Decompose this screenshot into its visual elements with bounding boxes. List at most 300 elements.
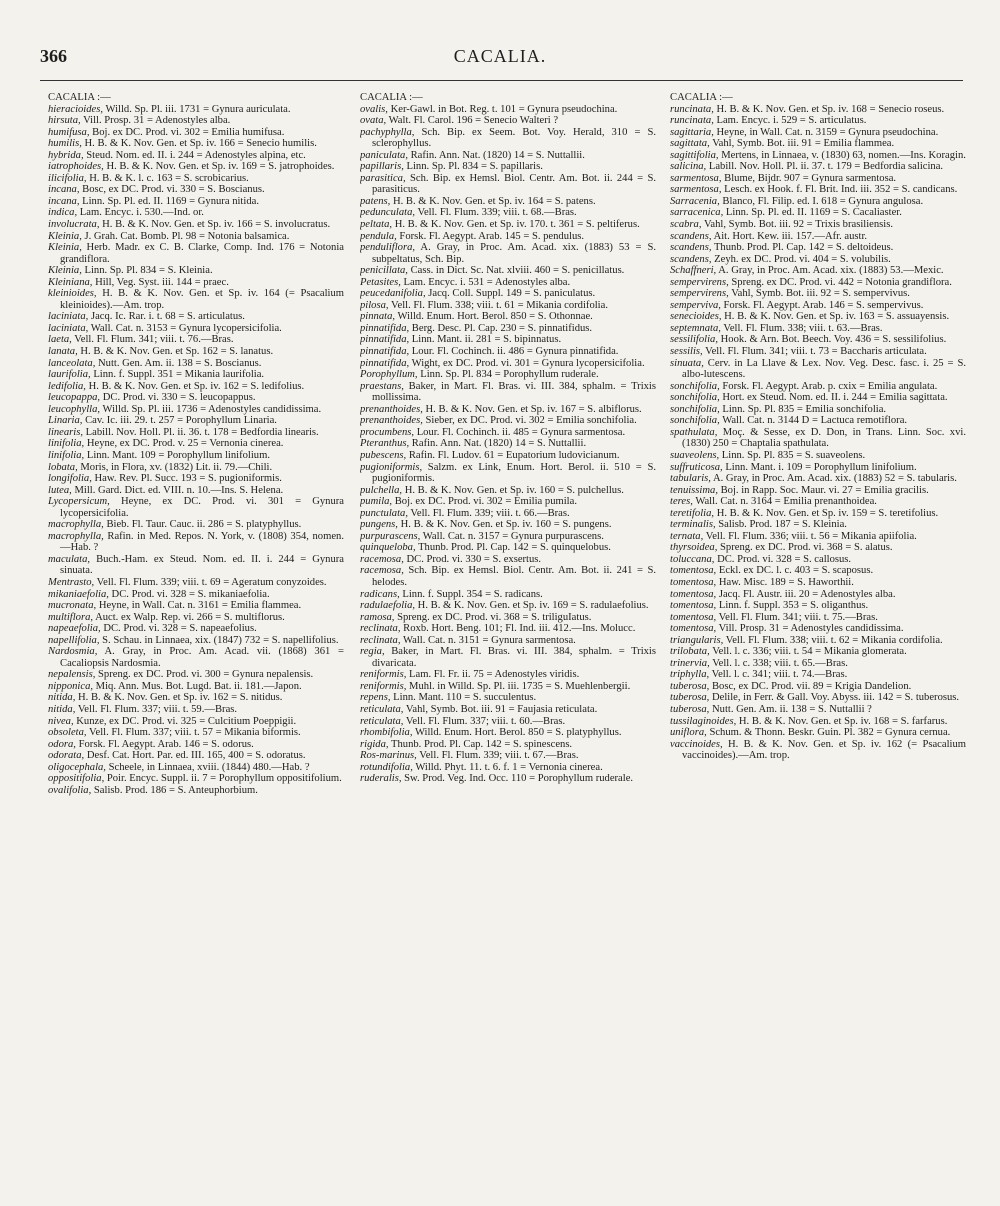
entry-citation: Moç. & Sesse, ex D. Don, in Trans. Linn. Soc. xvi. (1830) 250 = Chaptalia spathulata. (682, 426, 966, 450)
entry-species-name: sonchifolia, (670, 380, 720, 392)
column-right (670, 92, 966, 1198)
entry-species-name: laurifolia, (48, 369, 91, 381)
index-entry (670, 519, 966, 531)
entry-species-name: hieracioides, (48, 103, 104, 115)
entry-citation: DC. Prod. vi. 330 = S. exsertus. (403, 553, 542, 565)
entry-species-name: sempervirens, (670, 288, 729, 300)
entry-citation: Forsk. Fl. Aegypt. Arab. 146 = S. sempervivus. (720, 299, 924, 311)
entry-species-name: leucophylla, (48, 403, 101, 415)
entry-citation: H. B. & K. Nov. Gen. et Sp. iv. 169 = S. radulaefolius. (415, 600, 649, 612)
entry-citation: Moris, in Flora, xv. (1832) Lit. ii. 79.—Chili. (77, 461, 273, 473)
entry-citation: Rafin. in Med. Repos. N. York, v. (1808) 354, nomen.—Hab. ? (60, 530, 344, 554)
entry-species-name: macrophylla, (48, 519, 104, 531)
entry-citation: Vell. Fl. Flum. 337; viii. t. 57 = Mikania biformis. (86, 727, 301, 739)
entry-species-name: sagittaria, (670, 126, 714, 138)
index-entry (670, 300, 966, 312)
index-entry (670, 554, 966, 566)
entry-species-name: multiflora, (48, 611, 94, 623)
index-entry (670, 358, 966, 381)
entry-species-name: thyrsoidea, (670, 542, 718, 554)
index-entry (48, 231, 344, 243)
entry-species-name: mikaniaefolia, (48, 588, 109, 600)
entry-citation: Forsk. Fl. Aegypt. Arab. 146 = S. odorus. (75, 738, 254, 750)
entry-species-name: reniformis, (360, 680, 407, 692)
entry-species-name: tussilaginoides, (670, 715, 737, 727)
entry-species-name: hybrida, (48, 149, 84, 161)
entry-species-name: runcinata, (670, 103, 714, 115)
entry-citation: Baker, in Mart. Fl. Bras. vi. III. 384, sphalm. = Trixis divaricata. (372, 646, 656, 669)
entry-citation: Wall. Cat. n. 3144 D = Lactuca remotiflora. (719, 415, 908, 427)
entry-citation: Buch.-Ham. ex Steud. Nom. ed. II. i. 244 = Gynura sinuata. (60, 553, 344, 577)
entry-species-name: macrophylla, (48, 530, 104, 542)
entry-species-name: Pteranthus, (360, 438, 410, 450)
entry-species-name: nipponica, (48, 680, 94, 692)
entry-citation: Lam. Fl. Fr. ii. 75 = Adenostyles viridis. (406, 669, 580, 681)
entry-citation: Linn. f. Suppl. 351 = Mikania laurifolia. (90, 369, 265, 381)
entry-species-name: leucopappa, (48, 392, 101, 404)
index-entry (360, 358, 656, 370)
entry-species-name: Kleinia, (48, 230, 82, 242)
entry-species-name: sessilis, (670, 346, 703, 358)
index-entry (360, 542, 656, 554)
index-entry (360, 750, 656, 762)
index-entry (48, 115, 344, 127)
column-heading: CACALIA :— (360, 92, 423, 103)
entry-citation: Lesch. ex Hook. f. Fl. Brit. Ind. iii. 352 = S. candicans. (721, 184, 958, 196)
entry-species-name: ternata, (670, 530, 704, 542)
entry-species-name: mucronata, (48, 600, 97, 612)
entry-species-name: salicina, (670, 161, 707, 173)
index-entry (360, 346, 656, 358)
entry-citation: Heyne, in Wall. Cat. n. 3161 = Emilia flammea. (96, 600, 302, 612)
entry-citation: Haw. Misc. 189 = S. Haworthii. (716, 576, 854, 588)
entry-citation: Wall. Cat. n. 3157 = Gynura purpurascens. (420, 530, 604, 542)
index-entry (670, 704, 966, 716)
entry-citation: Wight, ex DC. Prod. vi. 301 = Gynura lycopersicifolia. (409, 357, 645, 369)
index-entry (670, 184, 966, 196)
index-entry (670, 669, 966, 681)
entry-citation: Blanco, Fl. Filip. ed. I. 618 = Gynura angulosa. (719, 195, 924, 207)
index-entry (48, 415, 344, 427)
entry-citation: H. B. & K. Nov. Gen. et Sp. iv. 160 = S. pungens. (397, 519, 612, 531)
entry-species-name: pinnatifida, (360, 322, 410, 334)
entry-citation: Willd. Sp. Pl. iii. 1731 = Gynura auriculata. (103, 103, 291, 115)
index-entry (670, 565, 966, 577)
entry-species-name: Kleinia, (48, 265, 82, 277)
index-entry (360, 519, 656, 531)
index-entry (48, 635, 344, 647)
entry-species-name: sarmentosa, (670, 184, 722, 196)
entry-citation: Vell. l. c. 336; viii. t. 54 = Mikania glomerata. (709, 646, 907, 658)
index-entry (360, 173, 656, 196)
index-entry (670, 589, 966, 601)
entry-citation: Vell. Fl. Flum. 341; viii. t. 75.—Bras. (716, 611, 878, 623)
entry-species-name: trinervia, (670, 657, 710, 669)
entry-citation: Salisb. Prod. 187 = S. Kleinia. (715, 519, 847, 531)
entry-citation: H. B. & K. Nov. Gen. et Sp. iv. 170. t. 361 = S. peltiferus. (392, 219, 640, 231)
entry-species-name: Ros-marinus, (360, 750, 417, 762)
entry-citation: Vahl, Symb. Bot. iii. 91 = Emilia flammea. (709, 138, 895, 150)
entry-species-name: penduliflora, (360, 242, 416, 254)
index-entry (670, 462, 966, 474)
index-entry (360, 508, 656, 520)
entry-citation: J. Grah. Cat. Bomb. Pl. 98 = Notonia balsamica. (81, 230, 290, 242)
entry-citation: Wall. Cat. n. 3153 = Gynura lycopersicifolia. (88, 322, 282, 334)
entry-species-name: sonchifolia, (670, 415, 720, 427)
index-entry (360, 646, 656, 669)
entry-citation: Bosc, ex DC. Prod. vii. 89 = Krigia Dandelion. (709, 680, 912, 692)
entry-species-name: nitida, (48, 703, 76, 715)
entry-citation: Willd. Phyt. 11. t. 6. f. 1 = Vernonia cinerea. (412, 761, 603, 773)
index-entry (670, 692, 966, 704)
entry-species-name: prenanthoides, (360, 403, 423, 415)
index-entry (360, 496, 656, 508)
index-entry (48, 127, 344, 139)
entry-citation: H. B. & K. Nov. Gen. et Sp. iv. 168 = S. farfarus. (736, 715, 948, 727)
index-entry (670, 254, 966, 266)
entry-citation: Heyne, ex DC. Prod. v. 25 = Vernonia cinerea. (84, 438, 284, 450)
entry-species-name: scandens, (670, 242, 712, 254)
entry-species-name: scandens, (670, 230, 712, 242)
entry-citation: A. Gray, in Proc. Am. Acad. vii. (1868) 361 = Cacaliopsis Nardosmia. (60, 646, 344, 669)
entry-species-name: ledifolia, (48, 380, 86, 392)
entry-species-name: reticulata, (360, 715, 404, 727)
index-entry (360, 589, 656, 601)
index-entry (360, 242, 656, 265)
entry-citation: Rafin. Ann. Nat. (1820) 14 = S. Nuttallii. (407, 149, 585, 161)
entry-citation: H. B. & K. Nov. Gen. et Sp. iv. 159 = S. teretifolius. (714, 507, 939, 519)
entry-citation: Spreng. ex DC. Prod. vi. 368 = S. alatus. (717, 542, 893, 554)
index-entry (670, 138, 966, 150)
entry-species-name: penicillata, (360, 265, 408, 277)
index-entry (48, 277, 344, 289)
index-entry (670, 104, 966, 116)
entry-citation: Wall. Cat. n. 3151 = Gynura sarmentosa. (400, 634, 576, 646)
entry-citation: Muhl. in Willd. Sp. Pl. iii. 1735 = S. Muehlenbergii. (406, 680, 631, 692)
index-entry (670, 623, 966, 635)
index-entry (360, 485, 656, 497)
entry-species-name: repens, (360, 692, 391, 704)
entry-species-name: pugioniformis, (360, 461, 423, 473)
entry-species-name: Kleinia, (48, 242, 82, 254)
index-entry (360, 196, 656, 208)
index-entry (670, 496, 966, 508)
entry-citation: Thunb. Prod. Pl. Cap. 142 = S. spinescens. (388, 738, 573, 750)
entry-citation: DC. Prod. vi. 328 = S. mikaniaefolia. (108, 588, 270, 600)
index-entry (670, 577, 966, 589)
entry-citation: Roxb. Hort. Beng. 101; Fl. Ind. iii. 412.—Ins. Molucc. (400, 623, 636, 635)
entry-species-name: prenanthoides, (360, 415, 423, 427)
entry-citation: Linn. Mant. 109 = Porophyllum linifolium. (84, 449, 270, 461)
entry-citation: Vahl, Symb. Bot. iii. 92 = S. sempervivus. (728, 288, 910, 300)
index-entry (360, 692, 656, 704)
entry-species-name: triangularis, (670, 634, 724, 646)
entry-species-name: pinnata, (360, 311, 396, 323)
entry-citation: Willd. Enum. Hort. Berol. 850 = S. Othonnae. (395, 311, 593, 323)
index-entry (360, 450, 656, 462)
entry-species-name: sonchifolia, (670, 403, 720, 415)
entry-species-name: laciniata, (48, 322, 89, 334)
entry-citation: Jacq. Ic. Rar. i. t. 68 = S. articulatus. (88, 311, 245, 323)
entry-species-name: humilis, (48, 138, 82, 150)
entry-citation: Vell. Fl. Flum. 336; viii. t. 56 = Mikania apiifolia. (703, 530, 917, 542)
entry-citation: Vell. Fl. Flum. 341; viii. t. 73 = Baccharis articulata. (702, 346, 927, 358)
entry-species-name: suffruticosa, (670, 461, 723, 473)
entry-species-name: Mentrasto, (48, 576, 95, 588)
entry-species-name: tomentosa, (670, 565, 717, 577)
entry-species-name: paniculata, (360, 149, 408, 161)
entry-species-name: scabra, (670, 219, 702, 231)
entry-citation: Linn. Sp. Pl. 835 = S. suaveolens. (719, 449, 866, 461)
entry-citation: Blume, Bijdr. 907 = Gynura sarmentosa. (721, 172, 897, 184)
entry-citation: Rafin. Ann. Nat. (1820) 14 = S. Nuttallii. (409, 438, 587, 450)
entry-species-name: incana, (48, 184, 80, 196)
entry-citation: Vill. Prosp. 31 = Adenostyles candidissima. (716, 623, 904, 635)
entry-citation: Linn. Sp. Pl. 834 = Porophyllum ruderale. (417, 369, 599, 381)
index-entry (670, 161, 966, 173)
index-entry (670, 323, 966, 335)
entry-citation: Hook. & Arn. Bot. Beech. Voy. 436 = S. sessilifolius. (717, 334, 947, 346)
entry-citation: Linn. Sp. Pl. ed. II. 1169 = S. Cacaliaster. (723, 207, 902, 219)
index-entry (360, 554, 656, 566)
entry-citation: Vell. Fl. Flum. 338; viii. t. 63.—Bras. (720, 322, 883, 334)
entry-species-name: nepalensis, (48, 669, 96, 681)
index-entry (360, 739, 656, 751)
index-entry (670, 415, 966, 427)
index-entry (670, 450, 966, 462)
entry-species-name: septemnata, (670, 322, 721, 334)
entry-citation: Eckl. ex DC. l. c. 403 = S. scaposus. (716, 565, 874, 577)
entry-citation: H. B. & K. Nov. Gen. et Sp. iv. 160 = S. pulchellus. (402, 484, 624, 496)
entry-species-name: sinuata, (670, 357, 704, 369)
entry-citation: Ait. Hort. Kew. iii. 157.—Afr. austr. (711, 230, 868, 242)
entry-species-name: reclinata, (360, 634, 401, 646)
entry-citation: Mertens, in Linnaea, v. (1830) 63, nomen.—Ins. Koragin. (718, 149, 966, 161)
entry-citation: Zeyh. ex DC. Prod. vi. 404 = S. volubilis. (711, 253, 891, 265)
entry-citation: H. B. & K. Nov. Gen. et Sp. iv. 169 = S. jatrophoides. (103, 161, 335, 173)
entry-species-name: rhombifolia, (360, 727, 413, 739)
entry-species-name: tabularis, (670, 473, 711, 485)
index-entry (670, 173, 966, 185)
entry-species-name: napellifolia, (48, 634, 100, 646)
entry-citation: Sch. Bip. ex Seem. Bot. Voy. Herald, 310 = S. sclerophyllus. (372, 126, 656, 150)
index-entry (670, 727, 966, 739)
entry-citation: Linn. Mant. 110 = S. succulentus. (390, 692, 537, 704)
entry-species-name: patens, (360, 195, 391, 207)
index-entry (48, 219, 344, 231)
entry-citation: Baker, in Mart. Fl. Bras. vi. III. 384, sphalm. = Trixis mollissima. (372, 380, 656, 404)
entry-citation: Linn. Mant. ii. 281 = S. bipinnatus. (409, 334, 562, 346)
entry-citation: Salisb. Prod. 186 = S. Anteuphorbium. (91, 784, 258, 796)
entry-citation: H. B. & K. Nov. Gen. et Sp. iv. 163 = S. assuayensis. (721, 311, 950, 323)
index-entry (48, 750, 344, 762)
entry-citation: Heyne, in Wall. Cat. n. 3159 = Gynura pseudochina. (713, 126, 939, 138)
index-entry (360, 438, 656, 450)
entry-species-name: ovalis, (360, 103, 388, 115)
entry-citation: Vell. Fl. Flum. 339; viii. t. 69 = Ageratum conyzoides. (94, 576, 327, 588)
entry-citation: Spreng. ex DC. Prod. vi. 442 = Notonia grandiflora. (728, 276, 952, 288)
entry-citation: Linn. f. Suppl. 354 = S. radicans. (399, 588, 543, 600)
index-entry (48, 358, 344, 370)
entry-species-name: incana, (48, 195, 80, 207)
index-entry (48, 646, 344, 669)
index-entry (670, 346, 966, 358)
index-entry (48, 104, 344, 116)
index-entry (48, 681, 344, 693)
entry-citation: Vell. Fl. Flum. 338; viii. t. 62 = Mikania cordifolia. (723, 634, 943, 646)
entry-citation: Walt. Fl. Carol. 196 = Senecio Walteri ? (386, 115, 559, 127)
entry-species-name: tuberosa, (670, 680, 710, 692)
index-entry (670, 334, 966, 346)
index-entry (48, 716, 344, 728)
index-entry (670, 739, 966, 762)
entry-species-name: sagittifolia, (670, 149, 719, 161)
entry-citation: Lam. Encyc. i. 529 = S. articulatus. (713, 115, 867, 127)
entry-species-name: Sarracenia, (670, 195, 720, 207)
entry-citation: Linn. Sp. Pl. 835 = Emilia sonchifolia. (719, 403, 887, 415)
entry-citation: Linn. Sp. Pl. 834 = S. Kleinia. (81, 265, 213, 277)
entry-species-name: rotundifolia, (360, 761, 413, 773)
index-entry (360, 704, 656, 716)
entry-citation: Cass. in Dict. Sc. Nat. xlviii. 460 = S. penicillatus. (407, 265, 625, 277)
entry-species-name: linifolia, (48, 449, 85, 461)
entry-citation: Jacq. Coll. Suppl. 149 = S. paniculatus. (425, 288, 596, 300)
entry-citation: Miq. Ann. Mus. Bot. Lugd. Bat. ii. 181.—Japon. (93, 680, 302, 692)
entry-species-name: oligocephala, (48, 761, 106, 773)
entry-species-name: spathulata, (670, 426, 718, 438)
entry-species-name: laciniata, (48, 311, 89, 323)
index-entry (360, 104, 656, 116)
entry-citation: Boj. ex DC. Prod. vi. 302 = Emilia pumila. (392, 496, 577, 508)
entry-species-name: terminalis, (670, 519, 716, 531)
entry-species-name: lanceolata, (48, 357, 96, 369)
entry-species-name: purpurascens, (360, 530, 421, 542)
index-entry (670, 531, 966, 543)
entry-species-name: lutea, (48, 484, 72, 496)
entry-species-name: kleinioides, (48, 288, 97, 300)
entry-citation: H. B. & K. Nov. Gen. et Sp. 162 = S. lanatus. (77, 346, 274, 358)
entry-citation: Vahl, Symb. Bot. iii. 92 = Trixis brasiliensis. (701, 219, 893, 231)
index-entry (360, 612, 656, 624)
index-entry (360, 531, 656, 543)
entry-species-name: scandens, (670, 253, 712, 265)
entry-species-name: teretifolia, (670, 507, 715, 519)
entry-species-name: sempervirens, (670, 276, 729, 288)
index-entry (48, 427, 344, 439)
entry-citation: Vell. Fl. Flum. 337; viii. t. 59.—Bras. (75, 703, 238, 715)
entry-species-name: suaveolens, (670, 449, 720, 461)
entry-species-name: sagittata, (670, 138, 710, 150)
index-entry (360, 207, 656, 219)
index-entry (48, 600, 344, 612)
entry-citation: S. Schau. in Linnaea, xix. (1847) 732 = S. napellifolius. (99, 634, 339, 646)
index-entry (670, 716, 966, 728)
entry-citation: Thunb. Prod. Pl. Cap. 142 = S. quinquelobus. (415, 542, 611, 554)
entry-species-name: ovalifolia, (48, 784, 92, 796)
entry-citation: Labill. Nov. Holl. Pl. ii. 36. t. 178 = Bedfordia linearis. (83, 426, 319, 438)
entry-species-name: pedunculata, (360, 207, 416, 219)
entry-species-name: triphylla, (670, 669, 710, 681)
entry-citation: H. B. & K. Nov. Gen. et Sp. iv. 164 = S. patens. (390, 195, 596, 207)
entry-species-name: pubescens, (360, 449, 407, 461)
entry-citation: H. B. & K. Nov. Gen. et Sp. iv. 162 = S. nitidus. (75, 692, 283, 704)
entry-species-name: radicans, (360, 588, 400, 600)
entry-species-name: pumila, (360, 496, 393, 508)
entry-citation: A. Gray, in Proc. Am. Acad. xix. (1883) 53 = S. subpeltatus, Sch. Bip. (372, 242, 656, 265)
entry-species-name: pachyphylla, (360, 126, 415, 138)
entry-species-name: praestans, (360, 380, 404, 392)
index-entry (360, 623, 656, 635)
entry-citation: Haw. Rev. Pl. Succ. 193 = S. pugioniformis. (91, 473, 282, 485)
entry-citation: Ker-Gawl. in Bot. Reg. t. 101 = Gynura pseudochina. (387, 103, 618, 115)
entry-citation: H. B. & K. Nov. Gen. et Sp. iv. 167 = S. albiflorus. (422, 403, 642, 415)
entry-citation: Mill. Gard. Dict. ed. VIII. n. 10.—Ins. S. Helena. (71, 484, 284, 496)
index-entry (360, 462, 656, 485)
entry-citation: Sch. Bip. ex Hemsl. Biol. Centr. Am. Bot. ii. 244 = S. parasiticus. (372, 172, 656, 196)
index-entry (670, 392, 966, 404)
entry-species-name: reclinata, (360, 623, 401, 635)
entry-species-name: tuberosa, (670, 692, 710, 704)
index-entry (360, 288, 656, 300)
entry-species-name: Porophyllum, (360, 369, 418, 381)
index-entry (360, 311, 656, 323)
index-entry (48, 173, 344, 185)
entry-citation: Forsk. Fl. Aegypt. Arab. 145 = S. pendulus. (396, 230, 585, 242)
index-entry (360, 415, 656, 427)
index-entry (670, 219, 966, 231)
entry-species-name: rigida, (360, 738, 389, 750)
index-entry (48, 438, 344, 450)
index-entry (48, 554, 344, 577)
entry-citation: Lam. Encyc. i. 531 = Adenostyles alba. (400, 276, 571, 288)
index-entry (48, 762, 344, 774)
entry-citation: Vell. l. c. 341; viii. t. 74.—Bras. (709, 669, 848, 681)
entry-species-name: lobata, (48, 461, 78, 473)
index-entry (48, 462, 344, 474)
entry-citation: Auct. ex Walp. Rep. vi. 266 = S. multiflorus. (93, 611, 285, 623)
entry-citation: Vell. Fl. Flum. 339; viii. t. 68.—Bras. (415, 207, 577, 219)
index-entry (48, 207, 344, 219)
entry-species-name: radulaefolia, (360, 600, 416, 612)
index-entry (360, 773, 656, 785)
entry-citation: Linn. f. Suppl. 353 = S. oliganthus. (716, 600, 869, 612)
column-left (48, 92, 344, 1198)
entry-species-name: senecioides, (670, 311, 722, 323)
entry-species-name: sonchifolia, (670, 392, 720, 404)
column-heading: CACALIA :— (670, 92, 733, 103)
entry-species-name: sarracenica, (670, 207, 724, 219)
index-entry (48, 739, 344, 751)
entry-species-name: reticulata, (360, 703, 404, 715)
index-entry (360, 727, 656, 739)
entry-citation: Boj. ex DC. Prod. vi. 302 = Emilia humifusa. (89, 126, 285, 138)
index-entry (360, 127, 656, 150)
entry-citation: Lour. Fl. Cochinch. ii. 485 = Gynura sarmentosa. (414, 426, 626, 438)
entry-species-name: pinnatifida, (360, 334, 410, 346)
entry-citation: Vahl, Symb. Bot. iii. 91 = Faujasia reticulata. (403, 703, 598, 715)
entry-species-name: quinqueloba, (360, 542, 416, 554)
entry-citation: DC. Prod. vi. 328 = S. napeaefolius. (100, 623, 257, 635)
entry-species-name: humifusa, (48, 126, 90, 138)
index-entry (48, 346, 344, 358)
entry-citation: H. B. & K. l. c. 163 = S. scrobicarius. (86, 172, 249, 184)
entry-species-name: ovata, (360, 115, 387, 127)
entry-citation: Cav. Ic. iii. 29. t. 257 = Porophyllum Linaria. (82, 415, 277, 427)
index-entry (360, 219, 656, 231)
index-entry (48, 138, 344, 150)
entry-citation: Linn. Sp. Pl. 834 = S. papillaris. (403, 161, 543, 173)
entry-species-name: maculata, (48, 553, 91, 565)
